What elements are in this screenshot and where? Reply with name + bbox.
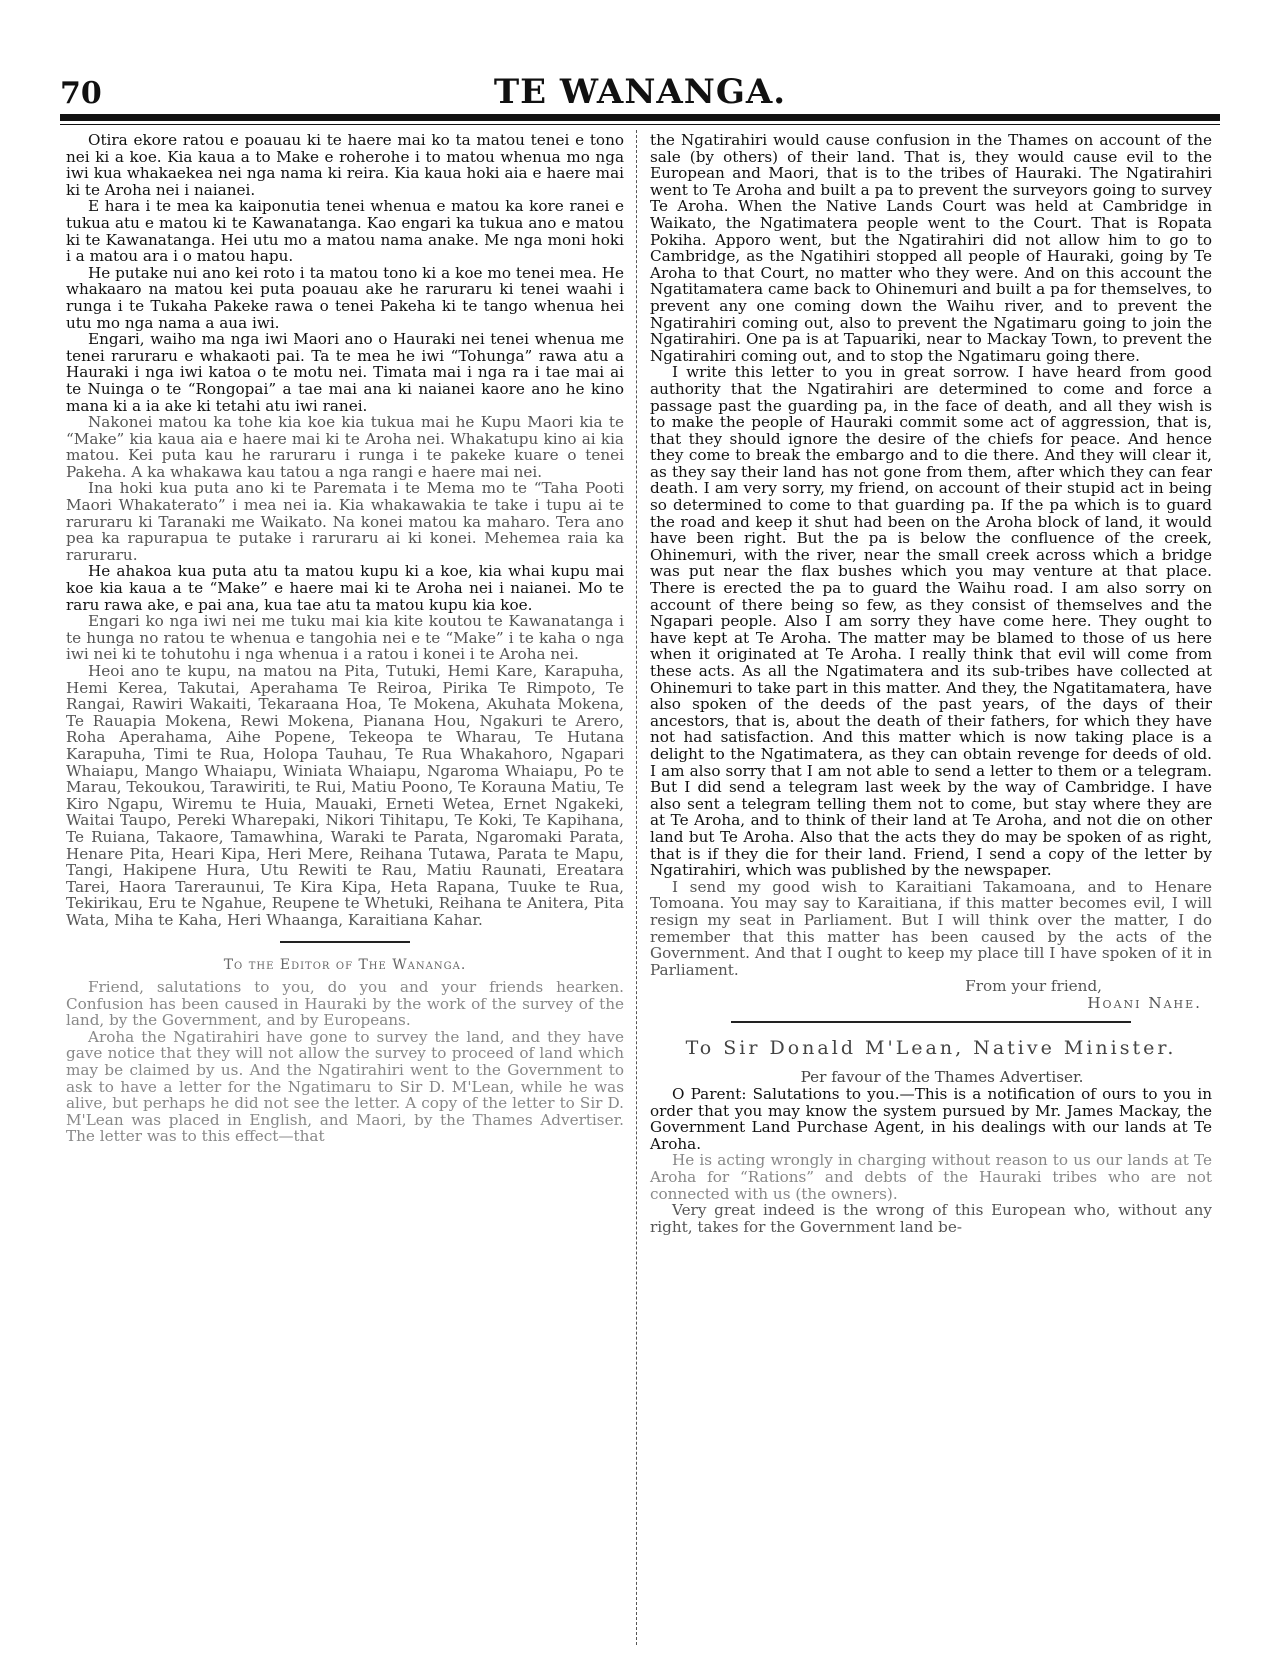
section-paragraph-2: He is acting wrongly in charging without reason to us our lands at Te Aroha for “Rations” and debts of the Hauraki tribes who are not connected with us (the owners). — [650, 1151, 1212, 1203]
section-separator — [280, 941, 410, 943]
letter-signature: Hoani Nahe. — [1087, 993, 1202, 1012]
page-number: 70 — [60, 76, 102, 111]
left-paragraph-7: He ahakoa kua puta atu ta matou kupu ki a koe, kia whai kupu mai koe kia kaua a te “Make” e haere mai ki te Aroha nei i naianei. Mo te raru rawa ake, e pai ana, kua tae atu ta matou kupu kia koe. — [66, 562, 624, 614]
masthead-rule-thin — [60, 124, 1220, 125]
letter-heading: To the Editor of The Wananga. — [223, 956, 467, 973]
left-paragraph-1: Otira ekore ratou e poauau ki te haere mai ko ta matou tenei e tono nei ki a koe. Kia kaua a to Make e roherohe i to matou whenua mo nga iwi kua whakaekea nei nga nama ki reira. Kia kaua hoki aia e haere mai ki te Aroha nei i naianei. — [66, 131, 624, 199]
left-paragraph-6: Ina hoki kua puta ano ki te Paremata i te Mema mo te “Taha Pooti Maori Whakaterato” i mea nei ia. Kia whakawakia te take i tupu ai te raruraru ki Taranaki me Waikato. Na konei matou ka maharo. Tera ano pea ka rapurapua te putake i raruraru ai ki konei. Mehemea raia ka raruraru. — [66, 479, 624, 564]
section-byline: Per favour of the Thames Advertiser. — [800, 1068, 1084, 1087]
masthead-rule — [60, 114, 1220, 121]
right-column — [650, 132, 1212, 1235]
right-paragraph-2: I write this letter to you in great sorrow. I have heard from good authority that the Ngatirahiri are determined to come and force a passage past the guarding pa, in the face of death, and all they wish is to make the people of Hauraki commit some act of aggression, that is, that they should ignore the desire of the chiefs for peace. And hence they come to break the embargo and to die there. And they will clear it, as they say their land has not gone from them, after which they can fear death. I am very sorry, my friend, on account of their stupid act in being so determined to come to that guarding pa. If the pa which is to guard the road and keep it shut had been on the Aroha block of land, it would have been right. But the pa is below the confluence of the creek, Ohinemuri, with the river, near the small creek across which a bridge was put near the flax bushes which you may venture at that place. There is erected the pa to guard the Waihu road. I am also sorry on account of there being so few, as they consist of themselves and the Ngapari people. Also I am sorry they have come here. They ought to have kept at Te Aroha. The matter may be blamed to those of us here when it originated at Te Aroha. I really think that evil will come from these acts. As all the Ngatimatera and its sub-tribes have collected at Ohinemuri to take part in this matter. And they, the Ngatitamatera, have also spoken of the deeds of the past years, of the days of their ancestors, that is, about the death of their fathers, for which they have not had satisfaction. And this matter which is now taking place is a delight to the Ngatimatera, as they can obtain revenge for deeds of old. I am also sorry that I am not able to send a letter to them or a telegram. But I did send a telegram last week by the way of Cambridge. I have also sent a telegram telling them not to come, but stay where they are at Te Aroha, and to think of their land at Te Aroha, and not die on other land but Te Aroha. Also that the acts they do may be spoken of as right, that is if they die for their land. Friend, I send a copy of the letter by Ngatirahiri, which was published by the newspaper. — [650, 363, 1212, 880]
left-paragraph-3: He putake nui ano kei roto i ta matou tono ki a koe mo tenei mea. He whakaaro na matou kei puta poauau ake he raruraru ki tenei waahi i runga i te Tukaha Pakeke rawa o tenei Pakeha ki te tango whenua hei utu mo nga nama a aua iwi. — [66, 263, 624, 332]
left-column — [66, 132, 624, 1145]
section-paragraph-3: Very great indeed is the wrong of this European who, without any right, takes for the Government land be- — [650, 1201, 1212, 1236]
section-heading: To Sir Donald M'Lean, Native Minister. — [685, 1037, 1177, 1060]
left-paragraph-5: Nakonei matou ka tohe kia koe kia tukua mai he Kupu Maori kia te “Make” kia kaua aia e haere mai ki te Aroha nei. Whakatupu kino ai kia matou. Kei puta kau he raruraru i runga i te pakeke kuare o tenei Pakeha. A ka whakawa kau tatou a nga rangi e haere mai nei. — [66, 413, 624, 481]
masthead-title: TE WANANGA. — [493, 72, 787, 112]
section-paragraph-1: O Parent: Salutations to you.—This is a notification of ours to you in order that you may know the system pursued by Mr. James Mackay, the Government Land Purchase Agent, in his dealings with our lands at Te Aroha. — [650, 1085, 1212, 1153]
left-paragraph-8: Engari ko nga iwi nei me tuku mai kia kite koutou te Kawanatanga i te hunga no ratou te whenua e tangohia nei e te “Make” i te kaha o nga iwi nei ki te tohutohu i nga whenua i a ratou i konei i te Aroha nei. — [66, 612, 624, 664]
letter-paragraph-2: Aroha the Ngatirahiri have gone to survey the land, and they have gave notice that they will not allow the survey to proceed of land which may be claimed by us. And the Ngatirahiri went to the Government to ask to have a letter for the Ngatimaru to Sir D. M'Lean, while he was alive, but perhaps he did not see the letter. A copy of the letter to Sir D. M'Lean was placed in English, and Maori, by the Thames Advertiser. The letter was to this effect—that — [66, 1027, 624, 1146]
right-paragraph-3: I send my good wish to Karaitiani Takamoana, and to Henare Tomoana. You may say to Karaitiana, if this matter becomes evil, I will resign my seat in Parliament. But I will think over the matter, I do remember that this matter has been caused by the acts of the Government. And that I ought to keep my place till I have spoken of it in Parliament. — [650, 877, 1212, 979]
right-paragraph-1: the Ngatirahiri would cause confusion in the Thames on account of the sale (by others) of their land. That is, they would cause evil to the European and Maori, that is to the tribes of Hauraki. The Ngatirahiri went to Te Aroha and built a pa to prevent the surveyors going to survey Te Aroha. When the Native Lands Court was held at Cambridge in Waikato, the Ngatimatera people went to the Court. That is Ropata Pokiha. Apporo went, but the Ngatirahiri did not allow him to go to Cambridge, as the Ngatihiri stopped all people of Hauraki, going by Te Aroha to that Court, no matter who they were. And on this account the Ngatitamatera came back to Ohinemuri and built a pa for themselves, to prevent any one coming down the Waihu river, and to prevent the Ngatirahiri coming out, also to prevent the Ngatimaru going to join the Ngatirahiri. One pa is at Tapuariki, near to Mackay Town, to prevent the Ngatirahiri coming out, and to stop the Ngatimaru going there. — [650, 131, 1212, 365]
column-divider — [636, 130, 637, 1645]
letter-signoff: From your friend, — [965, 977, 1102, 996]
section-separator-right — [731, 1021, 1131, 1023]
signatories-paragraph: Heoi ano te kupu, na matou na Pita, Tutuki, Hemi Kare, Karapuha, Hemi Kerea, Takutai, Aperahama Te Reiroa, Pirika Te Rimpoto, Te Rangai, Rawiri Wakaiti, Tekaraana Hoa, Te Mokena, Akuhata Mokena, Te Rauapia Mokena, Rewi Mokena, Pianana Hou, Ngakuri te Arero, Roha Aperahama, Aihe Popene, Tekeopa te Wharau, Te Hutana Karapuha, Timi te Rua, Holopa Tauhau, Te Rua Whakahoro, Ngapari Whaiapu, Mango Whaiapu, Winiata Whaiapu, Ngaroma Whaiapu, Po te Marau, Tekoukou, Tarawiriti, te Rui, Matiu Poono, Te Korauna Matiu, Te Kiro Ngapu, Wiremu te Huia, Mauaki, Erneti Wetea, Ernet Ngakeki, Waitai Taupo, Pereki Wharepaki, Nikori Tihitapu, Te Koki, Te Kapihana, Te Ruiana, Takaore, Tamawhina, Waraki te Parata, Ngaromaki Parata, Henare Pita, Heari Kipa, Heri Mere, Reihana Tutawa, Parata te Mapu, Tangi, Hakipene Hura, Utu Rewiti te Rau, Matiu Raunati, Ereatara Tarei, Haora Tareraunui, Te Kira Kipa, Heta Rapana, Tuuke te Rua, Tekirikau, Eru te Ngahue, Reupene te Whetuki, Reihana te Anitera, Pita Wata, Miha te Kaha, Heri Whaanga, Karaitiana Kahar. — [66, 662, 624, 929]
left-paragraph-2: E hara i te mea ka kaiponutia tenei whenua e matou ka kore ranei e tukua atu e matou ki te Kawanatanga. Kao engari ka tukua ano e matou ki te Kawanatanga. Hei utu mo a matou nama anake. Me nga moni hoki i a matou ara i o matou hapu. — [66, 197, 624, 266]
letter-paragraph-1: Friend, salutations to you, do you and your friends hearken. Confusion has been caused in Hauraki by the work of the survey of the land, by the Government, and by Europeans. — [66, 978, 624, 1030]
left-paragraph-4: Engari, waiho ma nga iwi Maori ano o Hauraki nei tenei whenua me tenei raruraru e whakaoti pai. Ta te mea he iwi “Tohunga” rawa atu a Hauraki i nga iwi katoa o te motu nei. Timata mai i nga ra i tae mai ai te Nuinga o te “Rongopai” a tae mai ana ki naianei kaore ano he kino mana ki a ia ake ki tetahi atu iwi ranei. — [66, 330, 624, 415]
